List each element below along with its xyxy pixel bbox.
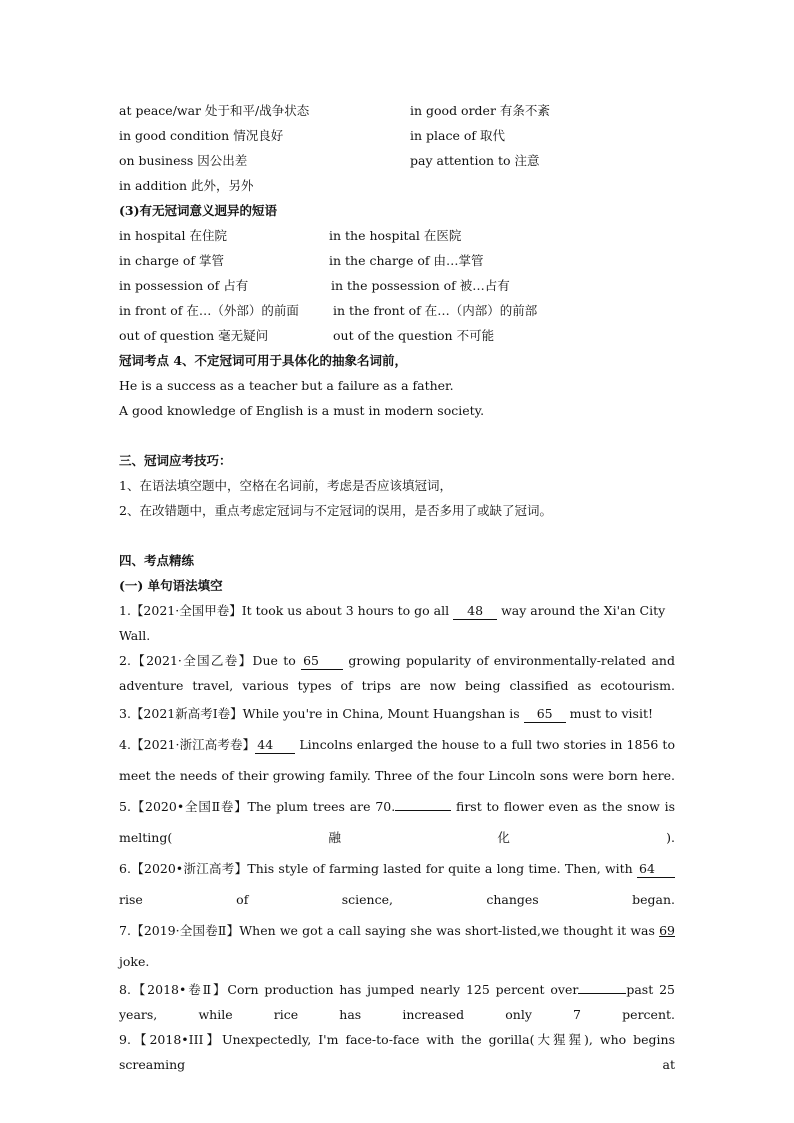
answer-blank[interactable]: 69	[659, 923, 675, 938]
question-9: 9.【2018•III】Unexpectedly, I'm face-to-face with the gorilla(大猩猩), who begins screaming at	[119, 1032, 675, 1072]
tip-item: 2、在改错题中，重点考虑定冠词与不定冠词的误用，是否多用了或缺了冠词。	[119, 503, 552, 518]
question-1: 1.【2021·全国甲卷】It took us about 3 hours to go all 48 way around the Xi'an City Wall.	[119, 603, 666, 643]
question-8: 8.【2018•卷Ⅱ】Corn production has jumped nearly 125 percent over past 25 years, while rice has increased only 7 percent.	[119, 982, 675, 1022]
answer-blank[interactable]: 64	[637, 861, 675, 878]
question-3: 3.【2021新高考Ⅰ卷】While you're in China, Mount Huangshan is 65 must to visit!	[119, 706, 653, 721]
phrase-left: in hospital 在住院	[119, 228, 227, 243]
phrase-row	[119, 98, 675, 123]
tip-item: 1、在语法填空题中，空格在名词前，考虑是否应该填冠词，	[119, 478, 452, 493]
question-4: 4.【2021·浙江高考卷】 44 Lincolns enlarged the house to a full two stories in 1856 to meet the needs of their growing family. Three of the four Lincoln sons were born here.	[119, 737, 675, 783]
phrase-right: pay attention to 注意	[410, 153, 540, 168]
section4-title: 四、考点精练	[119, 553, 195, 568]
phrase-left: on business 因公出差	[119, 153, 248, 168]
phrase-right: in the front of 在…（内部）的前部	[333, 303, 538, 318]
phrase-right: in the possession of 被…占有	[331, 278, 510, 293]
question-5: 5.【2020•全国Ⅱ卷】The plum trees are 70. first to flower even as the snow is melting(融化).	[119, 799, 675, 845]
phrase-row	[119, 123, 675, 148]
phrase-left: in charge of 掌管	[119, 253, 224, 268]
phrase-right: in place of 取代	[410, 128, 505, 143]
phrase-row	[119, 273, 675, 298]
question-6: 6.【2020•浙江高考】This style of farming lasted for quite a long time. Then, with 64 rise of science, changes began.	[119, 861, 675, 907]
point4-title: 冠词考点 4、不定冠词可用于具体化的抽象名词前，	[119, 353, 408, 368]
phrase-left: out of question 毫无疑问	[119, 328, 269, 343]
phrase-left: in addition 此外，另外	[119, 178, 254, 193]
answer-blank[interactable]	[395, 810, 451, 811]
phrase-left: in good condition 情况良好	[119, 128, 284, 143]
phrase-right: in good order 有条不紊	[410, 103, 550, 118]
phrase-left: in front of 在…（外部）的前面	[119, 303, 299, 318]
phrase-row	[119, 148, 675, 173]
phrase-row	[119, 248, 675, 273]
section-heading: (3)有无冠词意义迥异的短语	[119, 203, 278, 218]
answer-blank[interactable]: 48	[453, 603, 497, 620]
section3-title: 三、冠词应考技巧：	[119, 453, 232, 468]
example-sentence: He is a success as a teacher but a failure as a father.	[119, 378, 454, 393]
phrase-left: in possession of 占有	[119, 278, 249, 293]
phrase-row	[119, 223, 675, 248]
example-sentence: A good knowledge of English is a must in modern society.	[119, 403, 485, 418]
phrase-row	[119, 323, 675, 348]
phrase-row	[119, 298, 675, 323]
document-page	[119, 98, 675, 1077]
question-2: 2.【2021·全国乙卷】Due to 65 growing popularity of environmentally-related and adventure travel, various types of trips are now being classified as ecotourism.	[119, 653, 675, 693]
answer-blank[interactable]: 44	[255, 737, 295, 754]
answer-blank[interactable]: 65	[524, 706, 566, 723]
phrase-right: in the hospital 在医院	[329, 228, 462, 243]
phrase-row	[119, 173, 675, 198]
question-7: 7.【2019·全国卷Ⅱ】When we got a call saying she was short-listed,we thought it was 69 joke.	[119, 923, 675, 969]
answer-blank[interactable]: 65	[301, 653, 343, 670]
answer-blank[interactable]	[578, 993, 626, 994]
section4-subtitle: (一) 单句语法填空	[119, 578, 223, 593]
phrase-right: in the charge of 由…掌管	[329, 253, 484, 268]
phrase-right: out of the question 不可能	[333, 328, 495, 343]
phrase-left: at peace/war 处于和平/战争状态	[119, 103, 310, 118]
